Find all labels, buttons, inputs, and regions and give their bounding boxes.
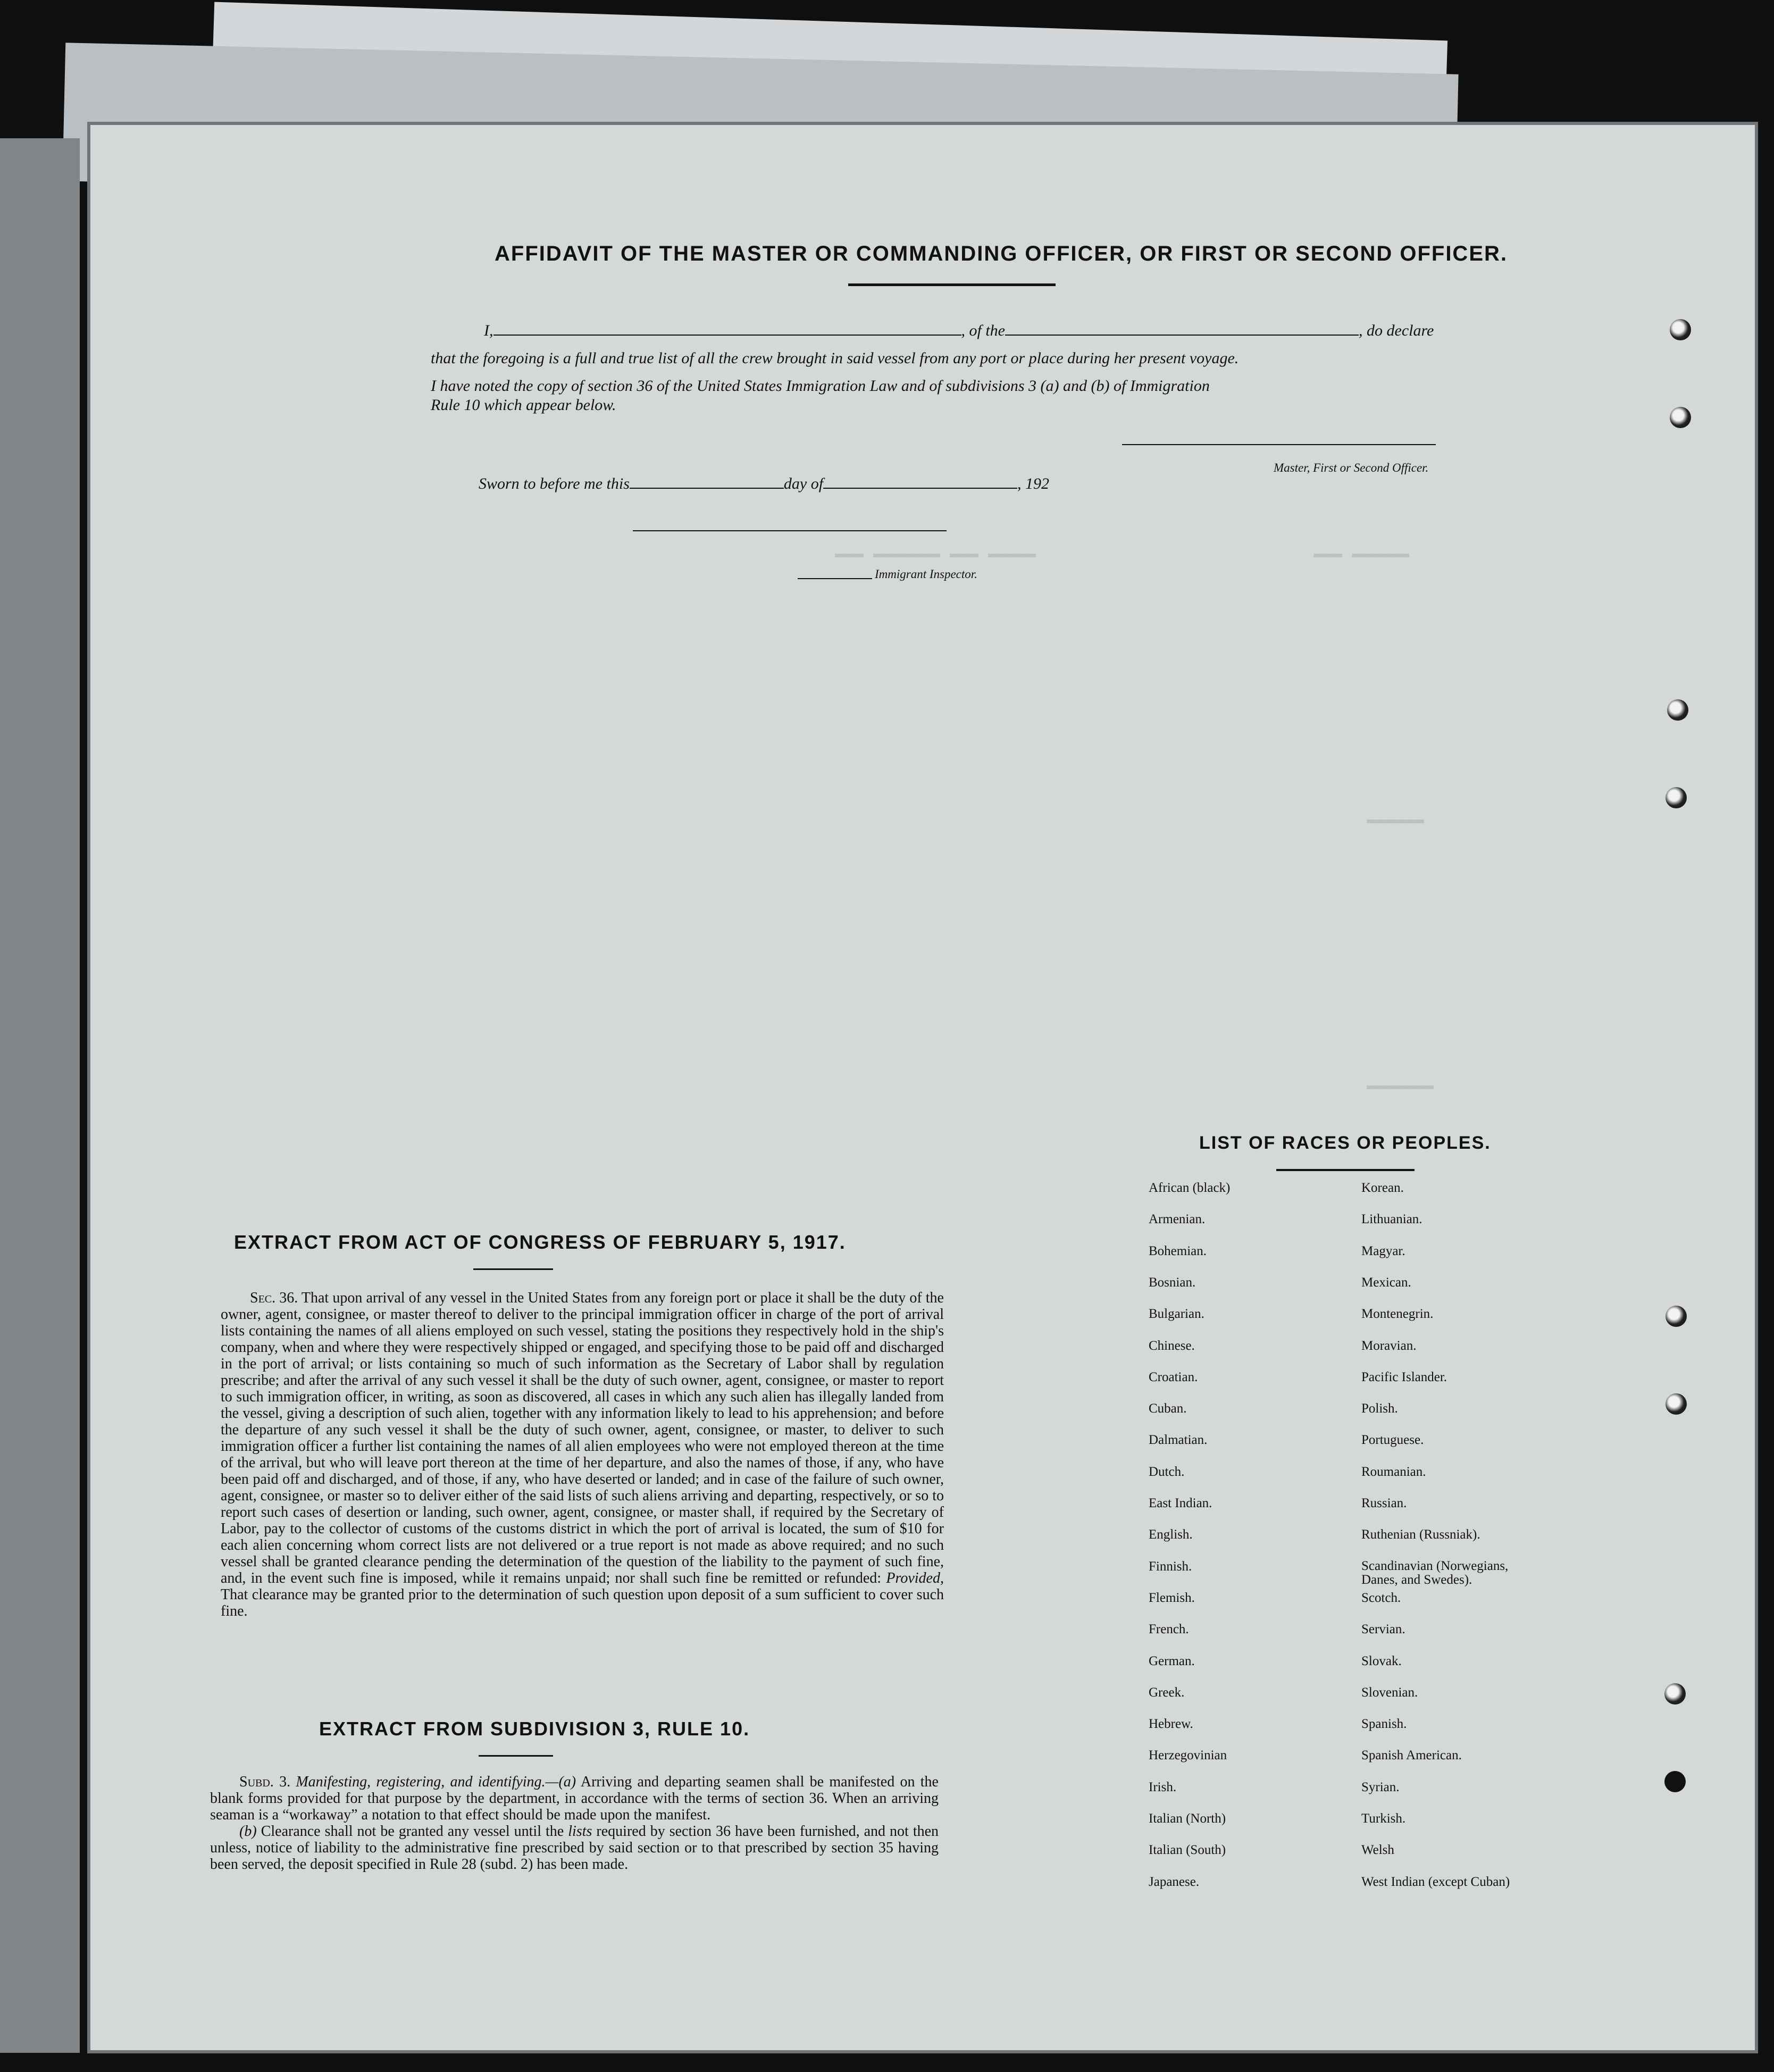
subd-3a-text: Arriving and departing seamen shall be manifested on the blank forms provided for that purpose by the department, in accordance with the terms of section 36. When an arriving seaman is a “workaway” a notation to that effect should be made upon the manifest. — [210, 1774, 939, 1823]
race-item: Lithuanian. — [1361, 1212, 1422, 1226]
race-item: French. — [1149, 1622, 1189, 1636]
race-item: Flemish. — [1149, 1591, 1195, 1605]
do-declare-text: , do declare — [1359, 322, 1434, 339]
race-item: Bulgarian. — [1149, 1307, 1204, 1321]
race-item: Roumanian. — [1361, 1465, 1426, 1479]
race-item: Polish. — [1361, 1401, 1398, 1416]
race-item: Greek. — [1149, 1685, 1185, 1700]
rule-extract-title: EXTRACT FROM SUBDIVISION 3, RULE 10. — [319, 1718, 750, 1740]
sec-36-label: Sec. 36. — [250, 1290, 298, 1306]
race-item: German. — [1149, 1654, 1195, 1668]
race-item: Herzegovinian — [1149, 1748, 1227, 1762]
punch-hole — [1664, 1683, 1686, 1705]
race-item: Servian. — [1361, 1622, 1405, 1636]
race-item: Japanese. — [1149, 1875, 1200, 1889]
race-item: African (black) — [1149, 1181, 1231, 1195]
provided-label: Provided, — [886, 1570, 944, 1586]
document-page: ▬▬▬▬▬ ▬▬▬ ▬▬▬▬▬▬▬ ▬▬▬ ▬▬▬▬▬▬ ▬▬▬ ▬▬▬▬▬▬ ▬▬▬▬▬▬▬ AFFIDAVIT OF THE MASTER OR COMMANDING OFFICER, OR FIRST OR SECOND OFFICER. I, , of the , do declare that the foregoing is a full and true list of all the crew brought in said vessel from any port or place during her present voyage. I have noted the copy of section 36 of the United States Immigration Law and of subdivisions 3 (a) and (b) of Immigration Rule 10 which appear below. Master, First or Second Officer. Sworn to before me this day of , 192 Immigrant Inspector. EXTRACT FROM ACT OF CONGRESS OF FEBRUARY 5, 1917. Sec. 36. That upon arrival of any vessel in the United States from any foreign port or place it shall be the duty of the owner, agent, consignee, or master thereof to deliver to the principal immigration officer in charge of the port of arrival lists containing the names of all aliens employed on such vessel, stating the positions they respectively hold in the ship's company, when and where they were respectively shipped or engaged, and specifying those to be paid off and discharged in the port of arrival; or lists containing so much of such information as the Secretary of Labor shall by regulation prescribe; and after the arrival of any such vessel it shall be the duty of such owner, agent, consignee, or master to report to such immigration officer, in writing, as soon as discovered, all cases in which any such alien has illegally landed from the vessel, giving a description of such alien, together with any information likely to lead to his apprehension; and before the departure of any such vessel it shall be the duty of such owner, agent, consignee, or master, to deliver to such immigration officer a further list containing the names of all alien employees who were not employed thereon at the time of the arrival, but who will leave port thereon at the time of her departure, and also the names of those, if any, who have been paid off and discharged, and of those, if any, who have deserted or landed; and in case of the failure of such owner, agent, consignee, or master so to deliver either of the said lists of such aliens arriving and departing, respectively, or so to report such cases of desertion or landing, such owner, agent, consignee, or master shall, if required by the Secretary of Labor, pay to the collector of customs of the customs district in which the port of arrival is located, the sum of $10 for each alien concerning whom correct lists are not delivered or a true report is not made as above required; and no such vessel shall be granted clearance pending the determination of the question of the liability to the payment of such fine, and, in the event such fine is imposed, while it remains unpaid; nor shall such fine be remitted or refunded: Provided, That clearance may be granted prior to the determination of such question upon deposit of a sum sufficient to cover such fine. EXTRACT FROM SUBDIVISION 3, RULE 10. Subd. 3. Manifesting, registering, and identifying.—(a) Arriving and departing seamen shall be manifested on the blank forms provided for that purpose by the department, in accordance with the terms of section 36. When an arriving seaman is a “workaway” a notation to that effect should be made upon the manifest. (b) Clearance shall not be granted any vessel until the lists required by section 36 have been furnished, and not then unless, notice of liability to the administrative fine prescribed by said section or to that prescribed by section 35 having been served, the deposit specified in Rule 28 (subd. 2) has been made. LIST OF RACES OR PEOPLES. African (black) Armenian. Bohemian. Bosnian. Bulgarian. Chinese. Croatian. Cuban. Dalmatian. Dutch. East Indian. English. Finnish. Flemish. French. German. Greek. Hebrew. Herzegovinian Irish. Italian (North) Italian (South) Japanese. Korean. Lithuanian. Magyar. Mexican. Montenegrin. Moravian. Pacific Islander. Polish. Portuguese. Roumanian. Russian. Ruthenian (Russniak). Scandinavian (Norwegians, Danes, and Swedes). Scotch. Servian. Slovak. Slovenian. Spanish. Spanish American. Syrian. Turkish. Welsh West Indian (except Cuban) — [90, 125, 1755, 2050]
race-item: Bosnian. — [1149, 1275, 1196, 1290]
race-item: Slovenian. — [1361, 1685, 1418, 1700]
race-item: Finnish. — [1149, 1559, 1192, 1574]
race-item: Magyar. — [1361, 1244, 1405, 1258]
race-item: Moravian. — [1361, 1339, 1417, 1353]
race-item: Pacific Islander. — [1361, 1370, 1447, 1384]
affidavit-title-rule — [848, 283, 1056, 286]
vessel-name-blank[interactable] — [1005, 335, 1359, 336]
punch-hole — [1667, 699, 1688, 721]
race-item: Portuguese. — [1361, 1433, 1424, 1447]
race-item: Italian (North) — [1149, 1811, 1226, 1826]
subd-3-heading: Manifesting, registering, and identifying.—(a) — [296, 1774, 576, 1790]
punch-hole — [1670, 407, 1691, 428]
affidavit-line-3: I have noted the copy of section 36 of the United States Immigration Law and of subdivisions 3 (a) and (b) of Immigration — [431, 377, 1210, 395]
sworn-month-blank[interactable] — [823, 488, 1017, 489]
race-item: Chinese. — [1149, 1339, 1195, 1353]
declarant-name-blank[interactable] — [493, 335, 961, 336]
punch-hole — [1666, 787, 1687, 808]
race-item: Turkish. — [1361, 1811, 1406, 1826]
sworn-text: Sworn to before me this — [479, 475, 630, 492]
inspector-label: Immigrant Inspector. — [875, 567, 977, 581]
subd-3b-text-1: Clearance shall not be granted any vessel until the — [261, 1823, 564, 1840]
rule-extract-title-rule — [479, 1755, 553, 1757]
declarant-prefix: I, — [484, 322, 493, 339]
race-item: Slovak. — [1361, 1654, 1402, 1668]
race-item: English. — [1149, 1527, 1193, 1542]
race-item: Korean. — [1361, 1181, 1404, 1195]
background-sheet-left — [0, 138, 80, 2053]
sec-36-text: That upon arrival of any vessel in the United States from any foreign port or place it shall be the duty of the owner, agent, consignee, or master thereof to deliver to the principal immigration officer in charge of the port of arrival lists containing the names of all aliens employed on such vessel, stating the positions they respectively hold in the ship's company, when and where they were respectively shipped or engaged, and specifying those to be paid off and discharged in the port of arrival; or lists containing so much of such information as the Secretary of Labor shall by regulation prescribe; and after the arrival of any such vessel it shall be the duty of such owner, agent, consignee, or master to report to such immigration officer, in writing, as soon as discovered, all cases in which any such alien has illegally landed from the vessel, giving a description of such alien, together with any information likely to lead to his apprehension; and before the departure of any such vessel it shall be the duty of such owner, agent, consignee, or master, to deliver to such immigration officer a further list containing the names of all alien employees who were not employed thereon at the time of the arrival, but who will leave port thereon at the time of her departure, and also the names of those, if any, who have been paid off and discharged, and of those, if any, who have deserted or landed; and in case of the failure of such owner, agent, consignee, or master so to deliver either of the said lists of such aliens arriving and departing, respectively, or so to report such cases of desertion or landing, such owner, agent, consignee, or master shall, if required by the Secretary of Labor, pay to the collector of customs of the customs district in which the port of arrival is located, the sum of $10 for each alien concerning whom correct lists are not delivered or a true report is not made as above required; and no such vessel shall be granted clearance pending the determination of the question of the liability to the payment of such fine, and, in the event such fine is imposed, while it remains unpaid; nor shall such fine be remitted or refunded: — [221, 1290, 944, 1586]
subd-3b-text-2: required by section 36 have been furnished, and not then unless, notice of liability to the administrative fine prescribed by said section or to that prescribed by section 35 having been served, the deposit specified in Rule 28 (subd. 2) has been made. — [210, 1823, 939, 1873]
race-item: Scotch. — [1361, 1591, 1401, 1605]
rule-subdivision-3 — [210, 1774, 939, 1873]
race-item: Mexican. — [1361, 1275, 1411, 1290]
act-extract-title-rule — [473, 1268, 553, 1270]
act-section-36 — [221, 1290, 944, 1619]
punch-hole — [1670, 319, 1691, 340]
race-item: Hebrew. — [1149, 1717, 1193, 1731]
subd-3-label: Subd. 3. — [239, 1774, 291, 1790]
race-item: Irish. — [1149, 1780, 1177, 1794]
race-item: West Indian (except Cuban) — [1361, 1875, 1510, 1889]
master-signature-label: Master, First or Second Officer. — [1274, 461, 1429, 474]
punch-hole — [1666, 1393, 1687, 1415]
affidavit-line-4: Rule 10 which appear below. — [431, 396, 616, 414]
race-item: Spanish American. — [1361, 1748, 1462, 1762]
race-item: East Indian. — [1149, 1496, 1212, 1510]
race-item: Russian. — [1361, 1496, 1407, 1510]
race-item: Ruthenian (Russniak). — [1361, 1527, 1480, 1542]
race-item: Cuban. — [1149, 1401, 1187, 1416]
inspector-signature-rule — [798, 577, 872, 579]
race-item: Welsh — [1361, 1843, 1394, 1857]
master-signature-blank[interactable] — [1122, 443, 1436, 445]
affidavit-line-2: that the foregoing is a full and true list of all the crew brought in said vessel from any port or place during her present voyage. — [431, 349, 1239, 367]
race-item: Scandinavian (Norwegians, Danes, and Swedes). — [1361, 1559, 1509, 1587]
of-the-text: , of the — [961, 322, 1005, 339]
races-title: LIST OF RACES OR PEOPLES. — [1199, 1133, 1491, 1153]
race-item: Spanish. — [1361, 1717, 1407, 1731]
race-item: Italian (South) — [1149, 1843, 1226, 1857]
subd-3b-label: (b) — [239, 1823, 257, 1840]
affidavit-line-1 — [484, 322, 1434, 340]
provided-text: That clearance may be granted prior to the determination of such question upon deposit of a sum sufficient to cover such fine. — [221, 1586, 944, 1619]
act-extract-title: EXTRACT FROM ACT OF CONGRESS OF FEBRUARY 5, 1917. — [234, 1231, 846, 1253]
race-item: Syrian. — [1361, 1780, 1400, 1794]
day-of-text: day of — [783, 475, 824, 492]
race-item: Bohemian. — [1149, 1244, 1207, 1258]
race-item: Croatian. — [1149, 1370, 1198, 1384]
race-item: Montenegrin. — [1361, 1307, 1434, 1321]
subd-3b-lists: lists — [568, 1823, 592, 1840]
punch-hole — [1666, 1306, 1687, 1327]
sworn-day-blank[interactable] — [630, 488, 784, 489]
inspector-signature-blank[interactable] — [633, 529, 947, 531]
races-title-rule — [1276, 1169, 1415, 1171]
race-item: Armenian. — [1149, 1212, 1206, 1226]
race-item: Dalmatian. — [1149, 1433, 1208, 1447]
race-item: Dutch. — [1149, 1465, 1185, 1479]
sworn-line — [479, 475, 1049, 493]
year-prefix: , 192 — [1017, 475, 1050, 492]
affidavit-title: AFFIDAVIT OF THE MASTER OR COMMANDING OFFICER, OR FIRST OR SECOND OFFICER. — [495, 242, 1508, 265]
punch-hole — [1664, 1771, 1686, 1792]
